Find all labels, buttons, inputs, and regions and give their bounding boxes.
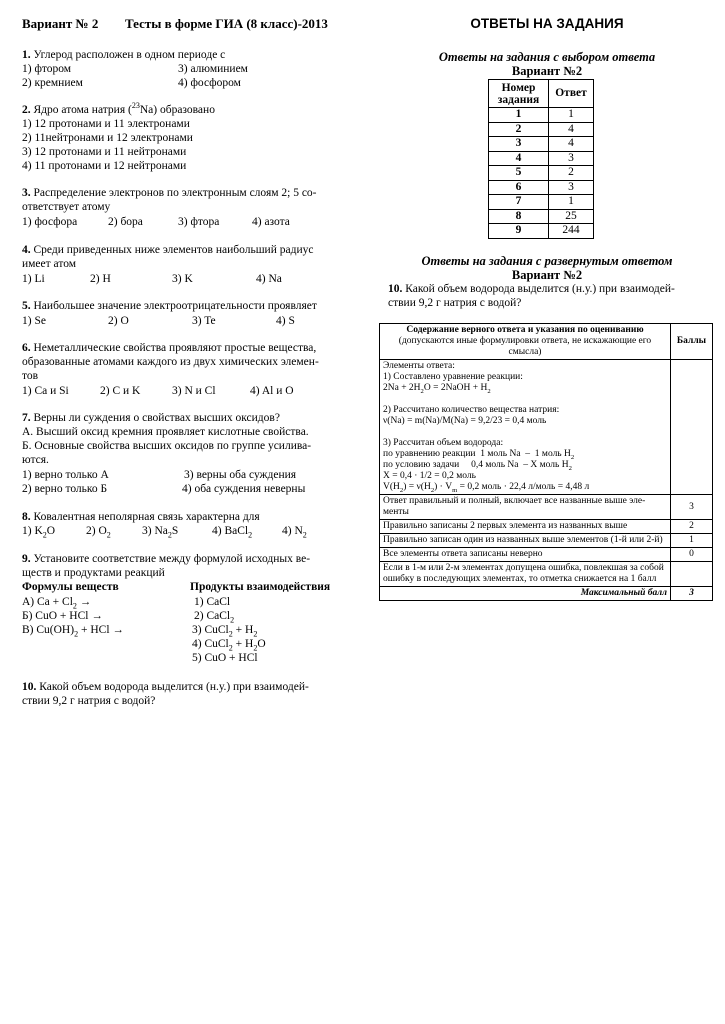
q4-option-1: 1) Li — [22, 273, 45, 285]
q1-option-3: 3) алюминием — [178, 63, 248, 75]
answer-key-row — [489, 209, 594, 224]
q8-option-4: 4) BaCl$_2$ — [212, 525, 253, 540]
answer-key-row — [489, 108, 594, 123]
criterion-one: Правильно записан один из названных выше элементов (1-й или 2-й) — [380, 534, 671, 548]
q8-option-5: 4) $N_2$ — [282, 525, 307, 540]
answer-key-number: 6 — [489, 180, 549, 195]
q8-option-2: 2) $O_2$ — [86, 525, 111, 540]
answer-key-row — [489, 122, 594, 137]
q9-product-2: 2) CaCl$_2$ — [194, 610, 235, 625]
q7-statement-b: Б. Основные свойства высших оксидов по группе усилива- — [22, 440, 312, 452]
answer-key-row — [489, 151, 594, 166]
q7-option-3: 3) верны оба суждения — [184, 469, 297, 481]
max-score-value: 3 — [671, 587, 713, 601]
q2-option-2: 2) 11нейтронами и 12 электронами — [22, 132, 193, 144]
q10-text-line2: ствии 9,2 г натрия с водой? — [22, 695, 156, 707]
answer-key-number: 8 — [489, 209, 549, 224]
q6-text-line2: образованные атомами каждого из двух химических элемен- — [22, 356, 319, 368]
question-7: 7. Верны ли суждения о свойствах высших оксидов? — [22, 412, 280, 424]
answer-key-number: 2 — [489, 122, 549, 137]
q9-column-formulas: Формулы веществ — [22, 581, 119, 593]
max-score-label: Максимальный балл — [380, 587, 671, 601]
q9-column-products: Продукты взаимодействия — [190, 581, 331, 593]
q2-option-4: 4) 11 протонами и 12 нейтронами — [22, 160, 187, 172]
answer-elements: Элементы ответа: 1) Составлено уравнение реакции: $2Na + 2H_2O$ = 2NaOH + $H_2$ 2) Рассчитано количество вещества натрия: ν(Na) = m(Na)/M(Na) = 9,2/23 = 0,4 моль 3) Рассчитан объем водорода: по уравнению реакции 1 моль Na – 1 моль $H_2$ по условию задачи 0,4 моль Na – X моль $H_2$ X = 0,4 · 1/2 = 0,2 моль $V(H_2) = \nu(H_2) \cdot V_m = 0,2$ моль · 22,4 л/моль = 4,48 л — [380, 360, 671, 495]
answer-key-answer: 4 — [549, 122, 594, 137]
answer-key-answer: 4 — [549, 137, 594, 152]
q6-text-line3: тов — [22, 370, 39, 382]
question-9: 9. Установите соответствие между формулой исходных ве- — [22, 553, 311, 565]
answer-key-number: 9 — [489, 224, 549, 239]
q5-option-4: 4) S — [276, 315, 295, 327]
answer-key-number: 1 — [489, 108, 549, 123]
q2-option-3: 3) 12 протонами и 11 нейтронами — [22, 146, 187, 158]
q6-option-4: 4) Al и O — [250, 385, 294, 397]
question-2: 2. Ядро атома натрия ($^{23}$Na) образовано — [22, 101, 215, 116]
q6-option-2: 2) C и K — [100, 385, 141, 397]
q8-option-3: 3) $Na_2S$ — [142, 525, 179, 540]
q9-product-1: 1) CaCl — [194, 596, 231, 608]
points-header: Баллы — [671, 324, 713, 360]
answer-key-answer: 3 — [549, 180, 594, 195]
q4-option-2: 2) H — [90, 273, 111, 285]
q3-option-1: 1) фосфора — [22, 216, 78, 228]
variant2-label: Вариант №2 — [511, 268, 583, 282]
q3-option-2: 2) бора — [108, 216, 143, 228]
answer-key-number: 3 — [489, 137, 549, 152]
question-5: 5. Наибольшее значение электроотрицательности проявляет — [22, 300, 317, 312]
criterion-full-points: 3 — [671, 495, 713, 520]
q8-option-1: 1) $K_2O$ — [22, 525, 56, 540]
q4-text-line2: имеет атом — [22, 258, 77, 270]
extended-question-10-line2: ствии 9,2 г натрия с водой? — [388, 297, 522, 309]
answer-elements-points — [671, 360, 713, 495]
question-4: 4. Среди приведенных ниже элементов наибольший радиус — [22, 244, 314, 256]
test-title: Тесты в форме ГИА (8 класс)-2013 — [125, 16, 328, 31]
q4-option-3: 3) K — [172, 273, 193, 285]
q9-product-4: 4) CuCl$_2$ + $H_2O$ — [192, 638, 266, 653]
criterion-two-points: 2 — [671, 520, 713, 534]
answer-key-answer: 3 — [549, 151, 594, 166]
q9-formula-c: В) $Cu(OH)_2$ + HCl → — [22, 624, 124, 639]
criterion-penalty: Если в 1-м или 2-м элементах допущена ошибка, повлекшая за собой ошибку в последующих элементах, то отметка снижается на 1 балл — [380, 562, 671, 587]
q5-option-3: 3) Te — [192, 315, 216, 327]
criterion-one-points: 1 — [671, 534, 713, 548]
q7-text-line4: ются. — [22, 454, 49, 466]
q4-option-4: 4) Na — [256, 273, 282, 285]
criterion-full: Ответ правильный и полный, включает все названные выше эле-менты — [380, 495, 671, 520]
choice-answers-heading: Ответы на задания с выбором ответа — [438, 50, 656, 64]
criterion-penalty-points — [671, 562, 713, 587]
question-1: 1. Углерод расположен в одном периоде с — [22, 49, 226, 61]
q3-option-4: 4) азота — [252, 216, 290, 228]
question-8: 8. Ковалентная неполярная связь характерна для — [22, 511, 260, 523]
answer-key-table — [488, 79, 594, 239]
variant-header: Вариант № 2 — [22, 16, 99, 31]
q6-option-1: 1) Ca и Si — [22, 385, 69, 397]
q2-option-1: 1) 12 протонами и 11 электронами — [22, 118, 190, 130]
q7-statement-a: А. Высший оксид кремния проявляет кислотные свойства. — [22, 426, 309, 438]
q3-text-line2: ответствует атому — [22, 201, 111, 213]
extended-answers-heading: Ответы на задания с развернутым ответом — [421, 254, 673, 268]
q5-option-1: 1) Se — [22, 315, 46, 327]
q9-product-3: 3) CuCl$_2$ + $H_2$ — [192, 624, 258, 639]
q9-formula-b: Б) CuO + HCl → — [22, 610, 103, 622]
q6-option-3: 3) N и Cl — [172, 385, 216, 397]
q7-option-1: 1) верно только А — [22, 469, 109, 481]
answer-key-number: 4 — [489, 151, 549, 166]
scoring-header: Содержание верного ответа и указания по оцениванию (допускаются иные формулировки ответа, не искажающие его смысла) — [380, 324, 671, 360]
q1-option-4: 4) фосфором — [178, 77, 241, 89]
answer-key-answer: 25 — [549, 209, 594, 224]
q9-formula-a: А) $Ca + Cl_2$ → — [22, 596, 92, 611]
answer-key-answer: 2 — [549, 166, 594, 181]
q9-product-5: 5) CuO + HCl — [192, 652, 258, 664]
answer-key-answer: 244 — [549, 224, 594, 239]
question-3: 3. Распределение электронов по электронным слоям 2; 5 со- — [22, 187, 317, 199]
q3-option-3: 3) фтора — [178, 216, 220, 228]
criterion-none: Все элементы ответа записаны неверно — [380, 548, 671, 562]
answer-key-row — [489, 224, 594, 239]
question-6: 6. Неметаллические свойства проявляют простые вещества, — [22, 342, 317, 354]
answer-key-number: 5 — [489, 166, 549, 181]
scoring-table — [379, 323, 713, 601]
answer-key-row — [489, 195, 594, 210]
question-10: 10. Какой объем водорода выделится (н.у.) при взаимодей- — [22, 681, 309, 693]
answer-key-row — [489, 137, 594, 152]
q7-option-4: 4) оба суждения неверны — [182, 483, 306, 495]
answer-key-answer: 1 — [549, 195, 594, 210]
variant-label: Вариант №2 — [511, 64, 583, 78]
answer-key-row — [489, 180, 594, 195]
key-header-number: Номер задания — [489, 80, 549, 108]
q9-text-line2: ществ и продуктами реакций — [22, 567, 165, 579]
key-header-answer: Ответ — [549, 80, 594, 108]
answer-key-row — [489, 166, 594, 181]
extended-question-10: 10. Какой объем водорода выделится (н.у.) при взаимодей- — [388, 283, 675, 295]
criterion-none-points: 0 — [671, 548, 713, 562]
q1-option-1: 1) фтором — [22, 63, 72, 75]
answers-title: ОТВЕТЫ НА ЗАДАНИЯ — [470, 16, 624, 31]
answer-key-number: 7 — [489, 195, 549, 210]
q5-option-2: 2) O — [108, 315, 129, 327]
criterion-two: Правильно записаны 2 первых элемента из названных выше — [380, 520, 671, 534]
q1-option-2: 2) кремнием — [22, 77, 83, 89]
answer-key-answer: 1 — [549, 108, 594, 123]
q7-option-2: 2) верно только Б — [22, 483, 108, 495]
